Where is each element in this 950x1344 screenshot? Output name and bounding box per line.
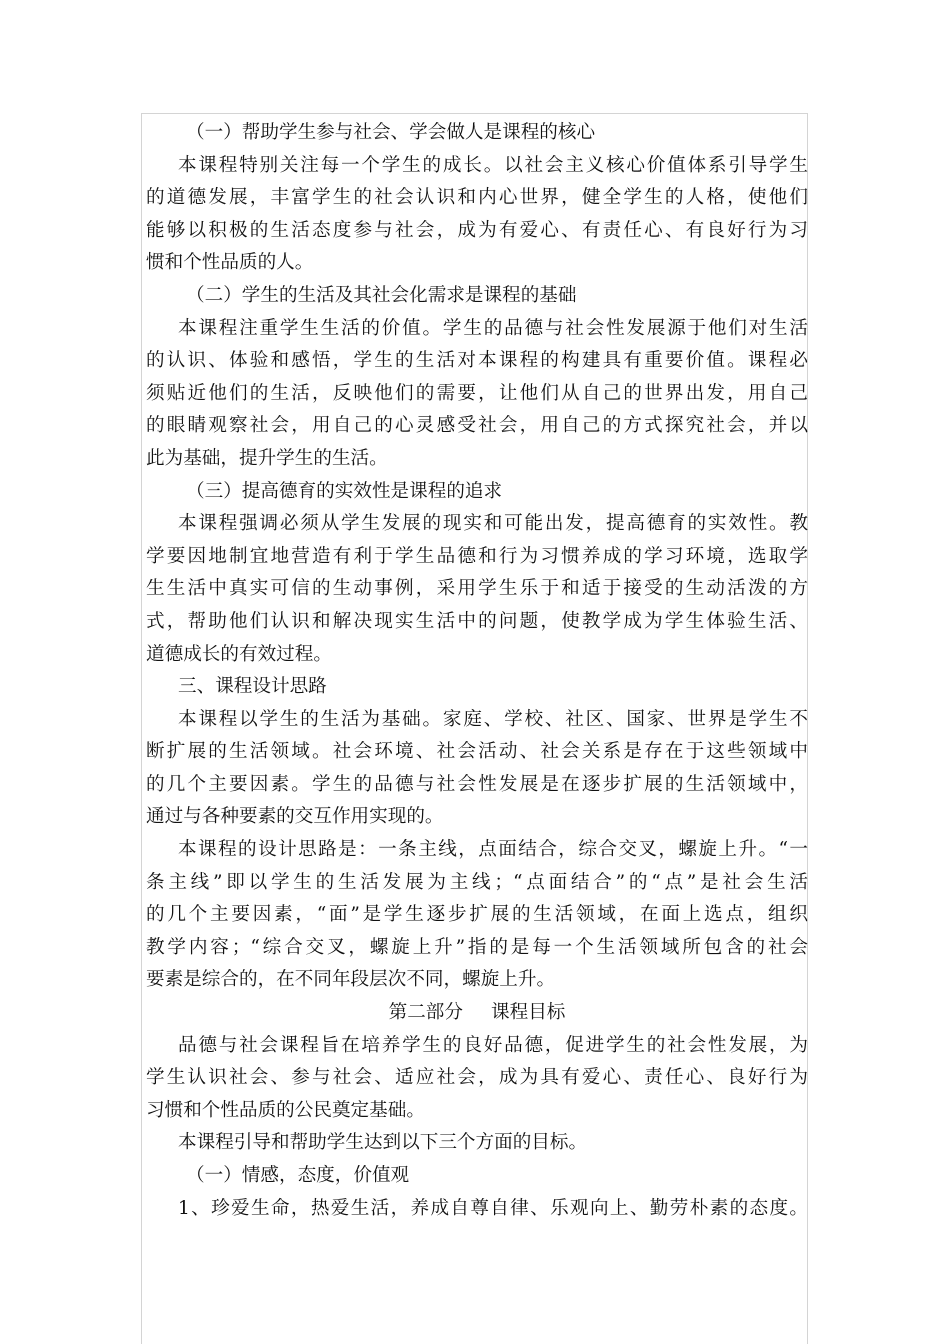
paragraph-line: 条主线”即以学生的生活发展为主线；“点面结合”的“点”是社会生活 [146,871,808,893]
paragraph-line: 道德成长的有效过程。 [146,643,332,665]
paragraph-line: 本课程强调必须从学生发展的现实和可能出发，提高德育的实效性。教 [178,513,808,535]
list-item: 1、珍爱生命，热爱生活，养成自尊自律、乐观向上、勤劳朴素的态度。 [178,1197,808,1219]
paragraph-line: 惯和个性品质的人。 [146,252,314,274]
paragraph-line: 学要因地制宜地营造有利于学生品德和行为习惯养成的学习环境，选取学 [146,545,808,567]
paragraph-line: 要素是综合的，在不同年段层次不同，螺旋上升。 [146,969,556,991]
paragraph-line: 本课程以学生的生活为基础。家庭、学校、社区、国家、世界是学生不 [178,708,808,730]
section-heading-1: （一）帮助学生参与社会、学会做人是课程的核心 [186,122,596,143]
paragraph-line: 的认识、体验和感悟，学生的生活对本课程的构建具有重要价值。课程必 [146,350,808,372]
part-title-name: 课程目标 [491,1002,566,1024]
paragraph-line: 此为基础，提升学生的生活。 [146,447,388,469]
paragraph-line: 本课程注重学生生活的价值。学生的品德与社会性发展源于他们对生活 [178,317,808,339]
section-heading-3: （三）提高德育的实效性是课程的追求 [186,480,503,502]
design-heading: 三、课程设计思路 [178,676,327,698]
part-title-number: 第二部分 [388,1002,463,1024]
sub-heading: （一）情感，态度，价值观 [186,1165,410,1186]
paragraph-line: 生生活中真实可信的生动事例，采用学生乐于和适于接受的生动活泼的方 [146,578,808,600]
paragraph-line: 品德与社会课程旨在培养学生的良好品德，促进学生的社会性发展，为 [178,1034,808,1056]
part-title [146,997,808,1030]
paragraph-line: 本课程特别关注每一个学生的成长。以社会主义核心价值体系引导学生 [178,154,808,176]
section-heading-2: （二）学生的生活及其社会化需求是课程的基础 [186,284,577,306]
paragraph-line: 的几个主要因素。学生的品德与社会性发展是在逐步扩展的生活领域中， [146,773,808,795]
paragraph-line: 须贴近他们的生活，反映他们的需要，让他们从自己的世界出发，用自己 [146,382,808,404]
paragraph-line: 学生认识社会、参与社会、适应社会，成为具有爱心、责任心、良好行为 [146,1067,808,1089]
paragraph-line: 习惯和个性品质的公民奠定基础。 [146,1099,425,1121]
paragraph-line: 能够以积极的生活态度参与社会，成为有爱心、有责任心、有良好行为习 [146,219,808,241]
paragraph-line: 的道德发展，丰富学生的社会认识和内心世界，健全学生的人格，使他们 [146,187,808,209]
document-body [146,117,808,1225]
paragraph-line: 断扩展的生活领域。社会环境、社会活动、社会关系是存在于这些领域中 [146,741,808,763]
paragraph-line: 的几个主要因素，“面”是学生逐步扩展的生活领域，在面上选点，组织 [146,904,808,926]
paragraph-line: 教学内容；“综合交叉，螺旋上升”指的是每一个生活领域所包含的社会 [146,936,808,958]
paragraph-line: 的眼睛观察社会，用自己的心灵感受社会，用自己的方式探究社会，并以 [146,415,808,437]
paragraph-line: 本课程的设计思路是：一条主线，点面结合，综合交叉，螺旋上升。“一 [178,839,808,861]
paragraph-line: 本课程引导和帮助学生达到以下三个方面的目标。 [178,1132,588,1154]
paragraph-line: 通过与各种要素的交互作用实现的。 [146,806,444,828]
paragraph-line: 式，帮助他们认识和解决现实生活中的问题，使教学成为学生体验生活、 [146,610,808,632]
